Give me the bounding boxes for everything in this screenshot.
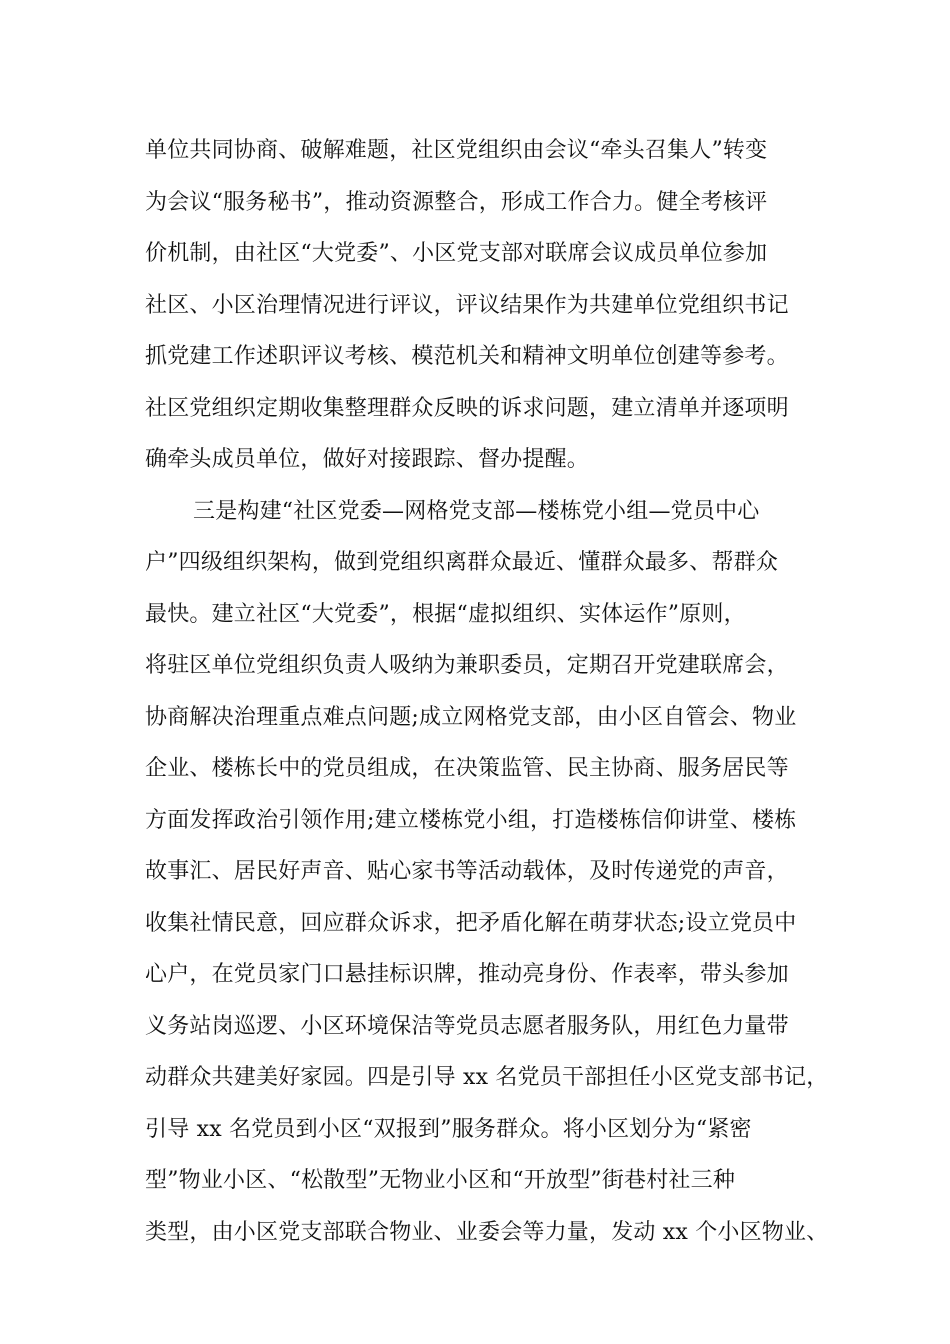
text-line-20: 引导 xx 名党员到小区“双报到”服务群众。将小区划分为“紧密 [145, 1117, 752, 1142]
text-line-7: 确牵头成员单位，做好对接跟踪、督办提醒。 [145, 447, 590, 472]
text-line-16: 收集社情民意，回应群众诉求，把矛盾化解在萌芽状态;设立党员中 [145, 911, 797, 936]
text-line-17: 心户，在党员家门口悬挂标识牌，推动亮身份、作表率，带头参加 [145, 962, 789, 987]
text-line-10: 最快。建立社区“大党委”，根据“虚拟组织、实体运作”原则， [145, 602, 746, 627]
text-line-18: 义务站岗巡逻、小区环境保洁等党员志愿者服务队，用红色力量带 [145, 1014, 789, 1039]
text-line-5: 抓党建工作述职评议考核、模范机关和精神文明单位创建等参考。 [145, 344, 789, 369]
text-line-12: 协商解决治理重点难点问题;成立网格党支部，由小区自管会、物业 [145, 705, 797, 730]
text-line-9: 户”四级组织架构，做到党组织离群众最近、懂群众最多、帮群众 [145, 550, 779, 575]
text-line-21: 型”物业小区、“松散型”无物业小区和“开放型”街巷村社三种 [145, 1168, 736, 1193]
text-line-13: 企业、楼栋长中的党员组成，在决策监管、民主协商、服务居民等 [145, 756, 789, 781]
text-line-3: 价机制，由社区“大党委”、小区党支部对联席会议成员单位参加 [145, 241, 768, 266]
text-line-11: 将驻区单位党组织负责人吸纳为兼职委员，定期召开党建联席会， [145, 653, 789, 678]
text-line-19: 动群众共建美好家园。四是引导 xx 名党员干部担任小区党支部书记， [145, 1065, 829, 1090]
text-line-22: 类型，由小区党支部联合物业、业委会等力量，发动 xx 个小区物业、 [145, 1220, 829, 1245]
text-line-15: 故事汇、居民好声音、贴心家书等活动载体，及时传递党的声音， [145, 859, 789, 884]
paragraph-start-line: 三是构建“社区党委—网格党支部—楼栋党小组—党员中心 [193, 499, 760, 524]
text-line-1: 单位共同协商、破解难题，社区党组织由会议“牵头召集人”转变 [145, 138, 768, 163]
text-line-2: 为会议“服务秘书”，推动资源整合，形成工作合力。健全考核评 [145, 190, 768, 215]
text-line-6: 社区党组织定期收集整理群众反映的诉求问题，建立清单并逐项明 [145, 396, 789, 421]
text-line-4: 社区、小区治理情况进行评议，评议结果作为共建单位党组织书记 [145, 293, 789, 318]
text-line-14: 方面发挥政治引领作用;建立楼栋党小组，打造楼栋信仰讲堂、楼栋 [145, 808, 797, 833]
